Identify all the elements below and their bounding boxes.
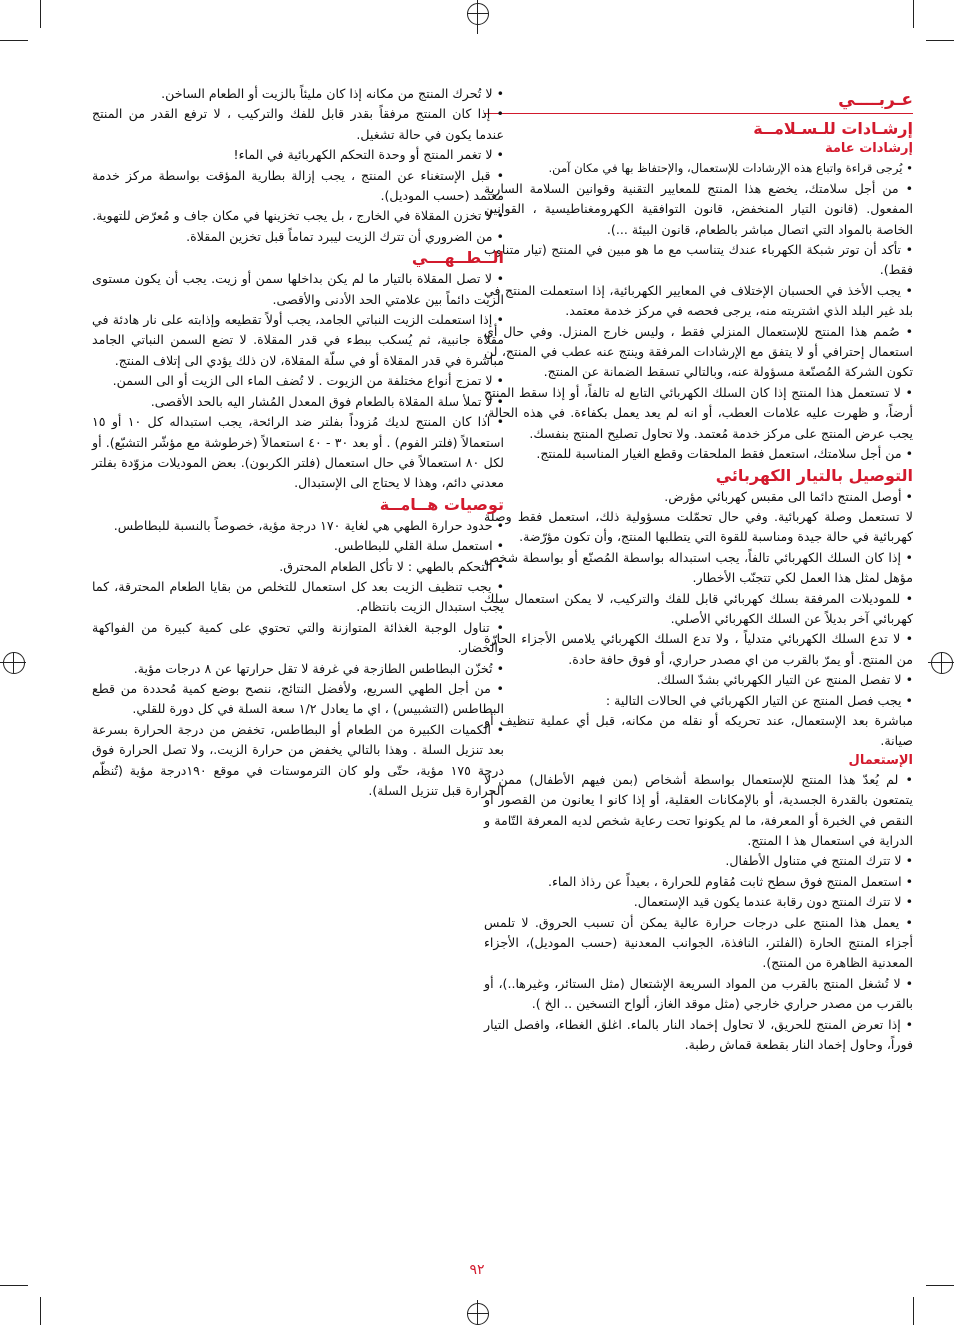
paragraph: • يجب الأخذ في الحسبان الإختلاف في المعايير الكهربائية، إذا استعملت المنتج في بلد غير البلد الذي اشتريته منه، يرجى فحصه في مركز خدمة معتمد. bbox=[484, 282, 913, 319]
paragraph: • لا تُحرك المنتج من مكانه إذا كان مليئاً بالزيت أو الطعام الساخن. bbox=[161, 86, 504, 101]
paragraph: • قبل الإستغناء عن المنتج ، يجب إزالة بطارية المؤقت بواسطة مركز خدمة معتمد (حسب الموديل). bbox=[92, 167, 504, 204]
paragraph: • لا تخزن المقلاة في الخارج ، بل يجب تخزينها في مكان جاف و مُعرّض للتهوية. bbox=[92, 208, 504, 224]
paragraph: • من أجل سلامتك، يخضع هذا المنتج للمعايير التقنية وقوانين السلامة السارية المفعول. (قانون التيار المنخفض، قانون التوافقية الكهرومغناطيسية ، القوانين الخاصة بالمواد التي اتصال مباشر بالطعام، قانون البيئة ...). bbox=[484, 180, 913, 237]
crop-mark bbox=[926, 1285, 954, 1286]
paragraph: • اذا كان المنتج لديك مُزوداً بفلتر ضد الرائحة، يجب استبداله كل ١٠ أو ١٥ استعمالاً (فلتر الفوم) . أو بعد ٣٠ - ٤٠ استعمالاً (خرطوشة مع مؤشّر التشبّع). أو لكل ٨٠ استعمالاً في حال استعمال (فلتر الكربون). بعض الموديلات مزوّدة بفلتر معدني دائم، وهذا لا يحتاج الى الإستبدال. bbox=[92, 414, 504, 491]
section-heading: توصيات هــامــة bbox=[379, 494, 504, 514]
paragraph: • لم يُعدّ هذا المنتج للإستعمال بواسطة أشخاص (بمن فيهم الأطفال) ممن لا يتمتعون بالقدرة الجسدية، أو بالإمكانات العقلية، أو إذا كانو ا يعانون من القصور أو النقص في الخبرة أو المعرفة، ما لم يكونوا تحت رعاية شخص لديه المعرفة التّامة و الدراية في استعمال هذ ا المنتج. bbox=[484, 771, 913, 848]
paragraph: • لا تغمر المنتج أو وحدة التحكم الكهربائية في الماء! bbox=[233, 147, 504, 163]
paragraph: • للموديلات المرفقة بسلك كهربائي قابل للفك والتركيب، لا يمكن استعمال سلك كهربائي آخر بديلاً عن السلك الكهربائي الأصلي. bbox=[484, 590, 913, 626]
paragraph: • التحكم بالطهي : لا تأكل الطعام المحترق. bbox=[279, 558, 504, 574]
crop-mark bbox=[467, 1313, 488, 1314]
section-heading: الإستعمال bbox=[848, 752, 913, 768]
paragraph: • من أجل سلامتك، استعمل فقط الملحقات وقطع الغيار المناسبة للمنتج. bbox=[536, 446, 913, 462]
paragraph: • لا تترك المنتج دون رقابة عندما يكون قيد الإستعمال. bbox=[633, 894, 913, 910]
header-rule bbox=[484, 113, 913, 114]
registration-mark-icon bbox=[931, 652, 953, 674]
registration-mark-icon bbox=[3, 652, 25, 674]
paragraph: • استعمل المنتج فوق سطح ثابت مُقاوم للحرارة ، بعيداً عن رذاذ الماء. bbox=[547, 873, 913, 889]
paragraph: • يجب تنظيف الزيت بعد كل استعمال للتخلص من بقايا الطعام المحترقة، كما يجب استبدال الزيت بانتظام. bbox=[92, 578, 504, 615]
crop-mark bbox=[913, 1297, 914, 1325]
paragraph: • إذا استعملت الزيت النباتي الجامد، يجب أولاً تقطيعه وإذابته على نار هادئة في مقلاة جانبية، ثم يُسكب ببطء في قدر المقلاة. لا تضع السمن النباتي الجامد مباشرة في قدر المقلاة أو في سلّة المقلاة، لان ذلك يؤدي الى إتلاف المنتج. bbox=[92, 312, 504, 368]
right-column bbox=[484, 90, 913, 1055]
paragraph: • إذا تعرض المنتج للحريق، لا تحاول إخماد النار بالماء. اغلق الغطاء، وافصل التيار فوراً، وحاول إخماد النار بقطعة قماش رطبة. bbox=[484, 1016, 913, 1053]
crop-mark bbox=[0, 40, 28, 41]
paragraph: • يعمل هذا المنتج على درجات حرارة عالية يمكن أن تسبب الحروق. لا تلمس أجزاء المنتج الحارة (الفلتر، النافذة، الجوانب المعدنية (حسب الموديل)، الأجزاء المعدنية الظاهرة من المنتج). bbox=[484, 914, 913, 971]
section-heading: إرشادات عامة bbox=[824, 141, 913, 157]
crop-mark bbox=[0, 1285, 28, 1286]
paragraph: • لا تملأ سلة المقلاة بالطعام فوق المعدل المُشار اليه بالحد الأقصى. bbox=[150, 393, 504, 409]
paragraph: • استعمل سلة القلي للبطاطس. bbox=[333, 538, 504, 554]
right-column-body bbox=[484, 118, 913, 1055]
paragraph: • تُخزّن البطاطس الطازجة في غرفة لا تقل حرارتها عن ٨ درجات مؤية. bbox=[133, 660, 504, 676]
crop-mark bbox=[40, 1297, 41, 1325]
crop-mark bbox=[941, 652, 942, 673]
crop-mark bbox=[926, 40, 954, 41]
language-label: عـربــــي bbox=[838, 90, 913, 110]
paragraph: • لا تدع السلك الكهربائي متدلياً ، ولا تدع السلك الكهربائي يلامس الأجزاء الحارّة من المنتج. أو يمرّ بالقرب من اي مصدر حراري، أو فوق حافة حادة. bbox=[484, 631, 913, 667]
left-column-body bbox=[92, 84, 504, 801]
paragraph: لا تستعمل وصلة كهربائية. وفي حال تحمّلت مسؤولية ذلك، استعمل فقط وصلة كهربائية في حالة جيدة ومناسبة للقوة التي يتطلبها المنتج، وأن تكون مؤرّضة. bbox=[484, 508, 913, 545]
paragraph: • لا تمزج أنواع مختلفة من الزيوت . لا تُضف الماء الى الزيت أو الى السمن. bbox=[112, 373, 504, 389]
crop-mark bbox=[13, 652, 14, 673]
crop-mark bbox=[467, 13, 488, 14]
language-header bbox=[484, 90, 913, 111]
paragraph: • لا تُشغل المنتج بالقرب من المواد السريعة الإشتعال (مثل الستائر، وغيرها..)، أو بالقرب من مصدر حراري خارجي (مثل موقد الغاز، ألواح التسخين .. الخ ). bbox=[484, 975, 913, 1012]
registration-mark-icon bbox=[467, 1303, 489, 1325]
paragraph: • لا تصل المقلاة بالتيار ما لم يكن بداخلها سمن أو زيت. يجب أن يكون مستوى الزيت دائماً بين علامتي الحد الأدنى والأقصى. bbox=[92, 271, 504, 307]
paragraph: • أوصل المنتج دائما الى مقبس كهربائي مؤرض. bbox=[664, 488, 913, 504]
paragraph: • صُمم هذا المنتج للإستعمال المنزلي فقط ، وليس خارج المنزل. وفي حال أي استعمال إحترافي أو لا يتفق مع الإرشادات المرفقة وينتج عنه عطب في المنتج، لن تكون الشركة المُصنّعة مسؤولة عنه، وبالتالي تسقط الضمانة عن المنتج. bbox=[484, 323, 913, 380]
paragraph: • إذا كان المنتج مرفقاً بقدر قابل للفك والتركيب ، لا ترفع القدر من المنتج عندما يكون في حالة تشغيل. bbox=[92, 106, 504, 142]
paragraph: • يجب فصل المنتج عن التيار الكهربائي في الحالات التالية : bbox=[605, 692, 913, 708]
paragraph: • تناول الوجبة الغذائة المتوازنة والتي تحتوي على كمية كبيرة من الفواكهة والخضار. bbox=[92, 619, 504, 656]
paragraph: • لا تفصل المنتج عن التيار الكهربائي بشدّ السلك. bbox=[656, 672, 913, 688]
paragraph: • لا تستعمل هذا المنتج إذا كان السلك الكهربائي التابع له تالفاً، أو إذا سقط المنتج أرضاً، و ظهرت عليه علامات العطب، أو انه لم يعد يعمل بكفاءة. في هذه الحالة، يجب عرض المنتج على مركز خدمة مُعتمد. ولا تحاول تصليح المنتج بنفسك. bbox=[484, 384, 913, 441]
paragraph: • من أجل الطهي السريع، ولأفضل النتائج، ننصح بوضع كمية مُحددة من قطع البطاطس (التشبيس) ، اي ما يعادل ١/٢ سعة السلة في كل دورة للقلي. bbox=[92, 680, 504, 717]
paragraph: • إذا كان السلك الكهربائي تالفاً، يجب استبداله بواسطة المُصنّع أو بواسطة شخص مؤهل لمثل هذا العمل لكي تتجنّب الأخطار. bbox=[484, 549, 913, 586]
paragraph: مباشرة بعد الإستعمال، عند تحريكه أو نقله من مكانه، قبل أي عملية تنظيف أو صيانة. bbox=[484, 712, 913, 749]
registration-mark-icon bbox=[467, 3, 489, 25]
crop-mark bbox=[40, 0, 41, 28]
paragraph: • لا تترك المنتج في متناول الأطفال. bbox=[725, 853, 913, 869]
crop-mark bbox=[913, 0, 914, 28]
paragraph: • يُرجى قراءة واتباع هذه الإرشادات للإستعمال، والإحتفاظ بها في مكان آمن. bbox=[548, 161, 913, 176]
page-number: ٩٢ bbox=[469, 1262, 485, 1278]
left-column bbox=[92, 84, 504, 801]
paragraph: • من الضروري أن تترك الزيت ليبرد تماماً قبل تخزين المقلاة. bbox=[186, 228, 504, 244]
paragraph: • تأكد أن توتر شبكة الكهرباء عندك يتناسب مع ما هو مبين في المنتج (تيار متناوب فقط). bbox=[484, 242, 913, 278]
paragraph: • الكميات الكبيرة من الطعام أو البطاطس، تخفض من درجة الحرارة بسرعة بعد تنزيل السلة . وهذا بالتالي يخفض من حرارة الزيت.، ولا تصل الحرارة فوق درجة ١٧٥ مؤية، حتّى ولو كان الترموستات في موقع ١٩٠درجة مؤية (تُنظّم الحرارة قبل تنزيل السلة). bbox=[92, 721, 504, 798]
section-heading: إرشـادات للـسـلامــة bbox=[753, 119, 913, 139]
section-heading: الــطــهـــي bbox=[411, 248, 504, 268]
section-heading: التوصيل بالتيار الكهربائي bbox=[715, 465, 913, 485]
paragraph: • حدود حرارة الطهي هي لغاية ١٧٠ درجة مؤية، خصوصاً بالنسبة للبطاطس. bbox=[113, 517, 504, 533]
